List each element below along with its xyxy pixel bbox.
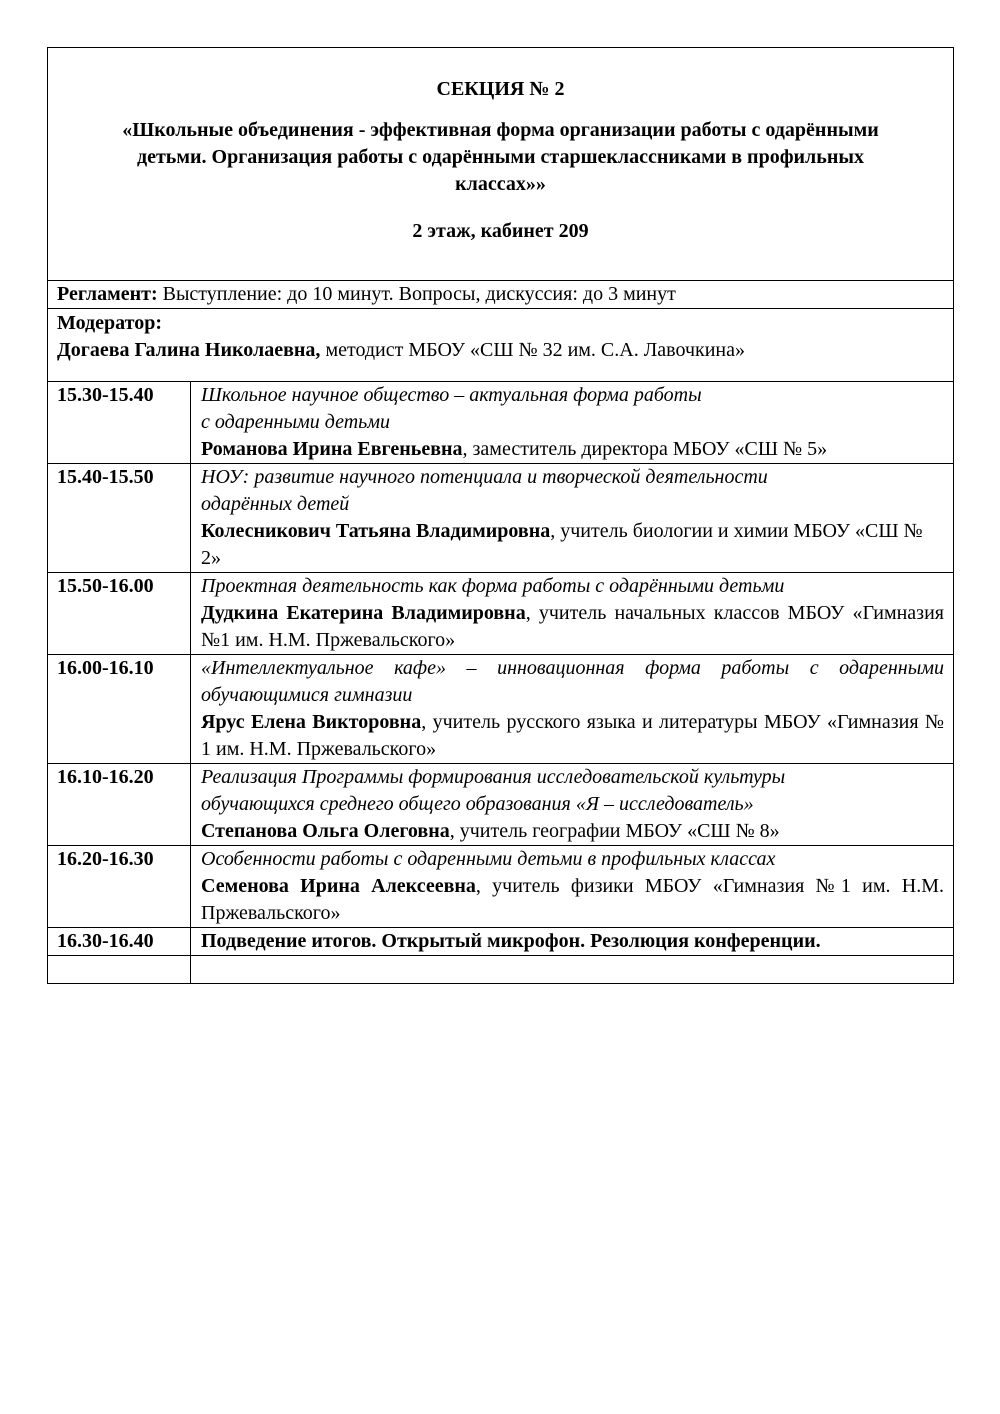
closing-row (48, 928, 954, 956)
talk-time: 16.10-16.20 (48, 764, 191, 846)
talk-details (191, 846, 954, 928)
section-header-row (48, 48, 954, 281)
talk-title-line: Школьное научное общество – актуальная форма работы (201, 384, 702, 406)
moderator-position: методист МБОУ «СШ № 32 им. С.А. Лавочкина» (320, 339, 746, 361)
schedule-row (48, 846, 954, 928)
speaker-name: Семенова Ирина Алексеевна (201, 875, 476, 897)
schedule-row (48, 573, 954, 655)
talk-speaker (201, 436, 944, 463)
reglament-row (48, 281, 954, 309)
schedule-row (48, 382, 954, 464)
speaker-name: Романова Ирина Евгеньевна (201, 438, 463, 460)
speaker-position: , учитель биологии и химии МБОУ «СШ № 2» (201, 520, 923, 569)
speaker-name: Дудкина Екатерина Владимировна (201, 602, 526, 624)
speaker-name: Ярус Елена Викторовна (201, 711, 422, 733)
talk-details (191, 764, 954, 846)
speaker-position: , учитель начальных классов МБОУ «Гимназия №1 им. Н.М. Пржевальского» (201, 602, 944, 651)
speaker-name: Колесникович Татьяна Владимировна (201, 520, 551, 542)
schedule-row (48, 764, 954, 846)
section-header (48, 48, 954, 281)
empty-cell (48, 956, 191, 984)
closing-text: Подведение итогов. Открытый микрофон. Резолюция конференции. (191, 928, 954, 956)
talk-details (191, 573, 954, 655)
talk-title-line: Реализация Программы формирования исследовательской культуры (201, 766, 786, 788)
talk-details (191, 655, 954, 764)
reglament-text: Выступление: до 10 минут. Вопросы, дискуссия: до 3 минут (157, 283, 676, 305)
talk-title-line: одарённых детей (201, 493, 350, 515)
moderator-line (57, 337, 944, 364)
section-location: 2 этаж, кабинет 209 (412, 220, 589, 242)
talk-title-line: Особенности работы с одаренными детьми в профильных классах (201, 848, 776, 870)
speaker-position: , учитель географии МБОУ «СШ № 8» (449, 820, 780, 842)
talk-speaker (201, 600, 944, 654)
speaker-name: Степанова Ольга Олеговна (201, 820, 450, 842)
talk-time: 15.30-15.40 (48, 382, 191, 464)
speaker-position: , заместитель директора МБОУ «СШ № 5» (462, 438, 828, 460)
section-title: СЕКЦИЯ № 2 (436, 78, 565, 100)
schedule-row (48, 464, 954, 573)
talk-title-line: НОУ: развитие научного потенциала и творческой деятельности (201, 466, 768, 488)
talk-speaker (201, 818, 944, 845)
closing-time: 16.30-16.40 (48, 928, 191, 956)
schedule-row (48, 655, 954, 764)
talk-speaker (201, 873, 944, 927)
talk-title-line: обучающихся среднего общего образования «Я – исследователь» (201, 793, 754, 815)
talk-details (191, 464, 954, 573)
moderator-name: Догаева Галина Николаевна, (57, 339, 321, 361)
moderator-row (48, 309, 954, 382)
talk-title-line: с одаренными детьми (201, 411, 391, 433)
section-topic: «Школьные объединения - эффективная форма организации работы с одарёнными детьми. Организация работы с одарёнными старшеклассниками в профильных классах»» (122, 119, 879, 195)
speaker-position: , учитель русского языка и литературы МБОУ «Гимназия № 1 им. Н.М. Пржевальского» (201, 711, 945, 760)
talk-speaker (201, 518, 944, 572)
talk-speaker (201, 709, 944, 763)
empty-cell (191, 956, 954, 984)
moderator-label: Модератор: (57, 312, 162, 334)
talk-title-line: «Интеллектуальное кафе» – инновационная форма работы с одаренными обучающимися гимназии (201, 657, 944, 706)
reglament-label: Регламент: (57, 283, 158, 305)
talk-time: 15.40-15.50 (48, 464, 191, 573)
empty-row (48, 956, 954, 984)
moderator (48, 309, 954, 382)
speaker-position: , учитель физики МБОУ «Гимназия №1 им. Н.М. Пржевальского» (201, 875, 944, 924)
talk-title-line: Проектная деятельность как форма работы с одарёнными детьми (201, 575, 785, 597)
reglament (48, 281, 954, 309)
talk-time: 15.50-16.00 (48, 573, 191, 655)
program-table (47, 47, 954, 984)
talk-time: 16.00-16.10 (48, 655, 191, 764)
talk-details (191, 382, 954, 464)
talk-time: 16.20-16.30 (48, 846, 191, 928)
